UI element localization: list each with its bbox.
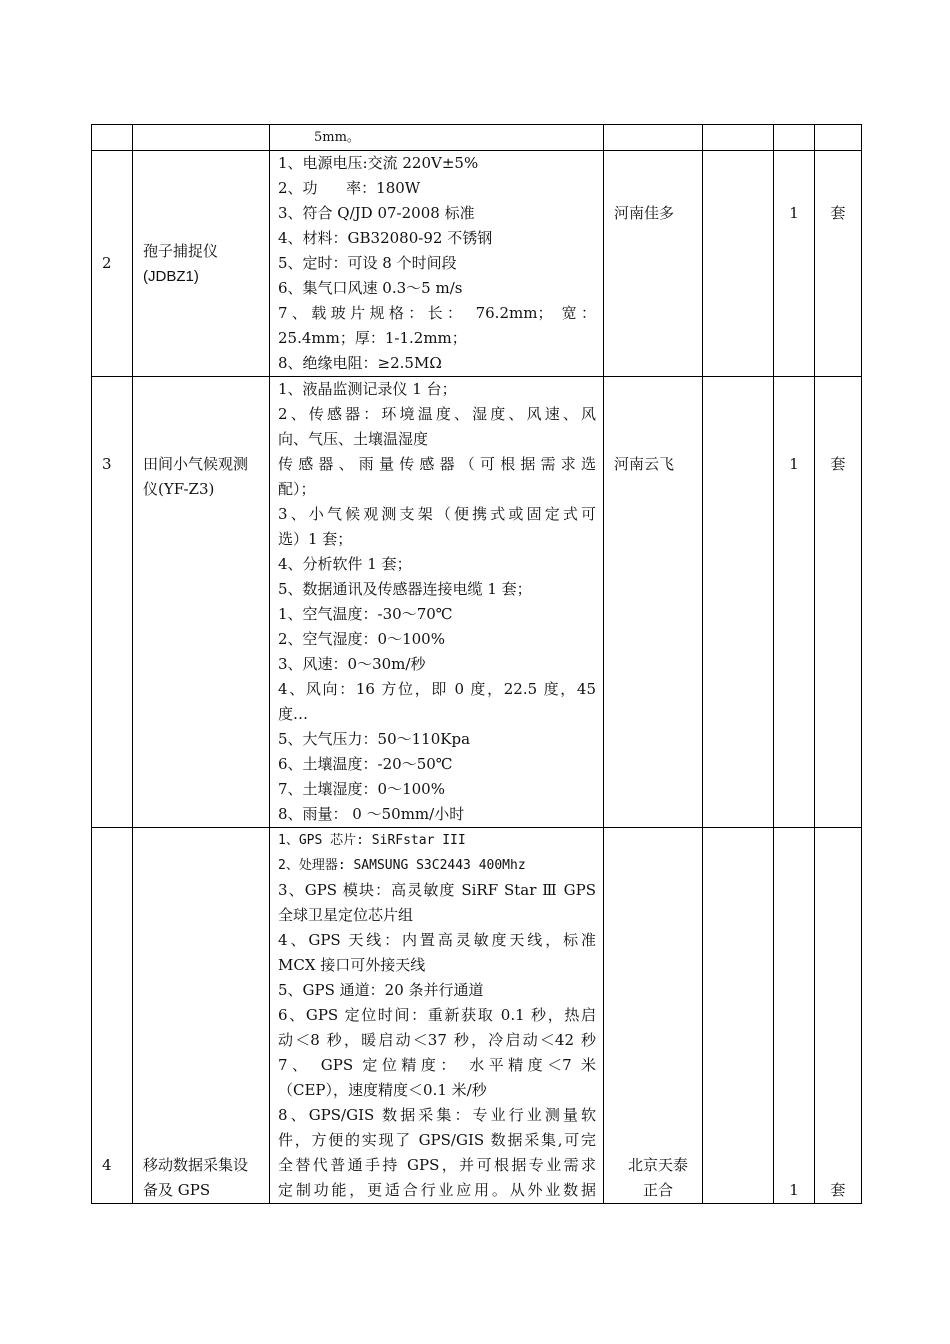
- cell-maker: [604, 125, 703, 151]
- spec-line: 5、GPS 通道：20 条并行通道: [278, 981, 484, 999]
- spec-line: 4、分析软件 1 套；: [278, 555, 412, 573]
- spec-line: 1、GPS 芯片: SiRFstar III: [278, 833, 466, 848]
- spec-line: 6、土壤温度：-20～50℃: [278, 755, 453, 773]
- spec-line: 动＜8 秒，暖启动＜37 秒，冷启动＜42 秒: [278, 1031, 596, 1049]
- spec-line: 8、GPS/GIS 数据采集：专业行业测量软: [278, 1106, 596, 1124]
- spec-line: 传感器、雨量传感器（可根据需求选: [278, 455, 596, 473]
- spec-line: 25.4mm；厚：1-1.2mm；: [278, 329, 467, 347]
- item-model: (JDBZ1): [143, 267, 199, 285]
- cell-spec: [270, 828, 604, 1204]
- spec-line: 4、GPS 天线：内置高灵敏度天线，标准: [278, 931, 596, 949]
- spec-line: 2、空气湿度：0～100%: [278, 630, 445, 648]
- cell-unit: 套: [815, 151, 862, 377]
- cell-qty: [774, 125, 815, 151]
- cell-unit: 套: [815, 377, 862, 828]
- cell-index: [92, 125, 133, 151]
- cell-index: 2: [92, 151, 133, 377]
- spec-line: 2、处理器: SAMSUNG S3C2443 400Mhz: [278, 858, 526, 873]
- spec-line: 6、集气口风速 0.3～5 m/s: [278, 279, 463, 297]
- cell-spec: [270, 151, 604, 377]
- cell-maker: [604, 828, 703, 1204]
- cell-maker: 河南佳多: [604, 151, 703, 377]
- cell-maker: 河南云飞: [604, 377, 703, 828]
- spec-line: 2、功 率：180W: [278, 179, 421, 197]
- cell-blank: [703, 377, 774, 828]
- spec-line: 8、绝缘电阻：≥2.5MΩ: [278, 354, 442, 372]
- spec-line: 1、液晶监测记录仪 1 台；: [278, 380, 457, 398]
- spec-line: MCX 接口可外接天线: [278, 956, 426, 974]
- cell-blank: [703, 125, 774, 151]
- spec-line: 向、气压、土壤温湿度: [278, 430, 429, 448]
- equipment-spec-table: [91, 124, 862, 1204]
- spec-line: 4、风向：16 方位，即 0 度，22.5 度，45: [278, 680, 596, 698]
- spec-line: 2、传感器：环境温度、湿度、风速、风: [278, 405, 596, 423]
- item-model: 仪(YF-Z3): [143, 480, 215, 498]
- spec-line: 7、载玻片规格：长： 76.2mm； 宽：: [278, 304, 596, 322]
- table-row: [92, 377, 862, 828]
- cell-blank: [703, 828, 774, 1204]
- cell-name: [133, 151, 270, 377]
- spec-line: 4、材料：GB32080-92 不锈钢: [278, 229, 493, 247]
- spec-line: 定制功能，更适合行业应用。从外业数据: [278, 1181, 596, 1199]
- spec-line: 件，方便的实现了 GPS/GIS 数据采集,可完: [278, 1131, 596, 1149]
- spec-line: （CEP），速度精度＜0.1 米/秒: [278, 1081, 487, 1099]
- maker-line: 正合: [642, 1181, 673, 1199]
- cell-unit: 套: [815, 828, 862, 1204]
- spec-line: 3、风速：0～30m/秒: [278, 655, 426, 673]
- cell-blank: [703, 151, 774, 377]
- item-model: 备及 GPS: [143, 1181, 211, 1199]
- cell-name: [133, 828, 270, 1204]
- item-name: 孢子捕捉仪: [143, 241, 219, 260]
- cell-unit: [815, 125, 862, 151]
- spec-line: 3、GPS 模块：高灵敏度 SiRF Star Ⅲ GPS: [278, 881, 596, 899]
- cell-index: 4: [92, 828, 133, 1204]
- table-row-continuation: [92, 125, 862, 151]
- spec-line: 配）；: [278, 480, 316, 498]
- maker-line: 北京天泰: [627, 1156, 688, 1174]
- spec-line: 全替代普通手持 GPS，并可根据专业需求: [278, 1156, 596, 1174]
- spec-line: 6、GPS 定位时间：重新获取 0.1 秒，热启: [278, 1006, 596, 1024]
- spec-line: 度…: [278, 705, 309, 723]
- spec-line: 8、雨量： 0 ～50mm/小时: [278, 805, 465, 823]
- spec-line: 3、符合 Q/JD 07-2008 标准: [278, 204, 475, 222]
- spec-line: 1、电源电压:交流 220V±5%: [278, 154, 479, 172]
- spec-line: 7、土壤湿度：0～100%: [278, 780, 445, 798]
- cell-index: 3: [92, 377, 133, 828]
- spec-line: 5、大气压力：50～110Kpa: [278, 730, 471, 748]
- table-row: [92, 828, 862, 1204]
- cell-qty: 1: [774, 151, 815, 377]
- spec-line: 选）1 套；: [278, 530, 353, 548]
- spec-line: 5、定时：可设 8 个时间段: [278, 254, 457, 272]
- cell-name: [133, 377, 270, 828]
- spec-line: 7、 GPS 定位精度： 水平精度＜7 米: [278, 1056, 596, 1074]
- cell-spec: [270, 377, 604, 828]
- item-name: 移动数据采集设: [143, 1156, 249, 1174]
- spec-line: 1、空气温度：-30～70℃: [278, 605, 453, 623]
- cell-name: [133, 125, 270, 151]
- table-row: [92, 151, 862, 377]
- cell-qty: 1: [774, 377, 815, 828]
- cell-qty: 1: [774, 828, 815, 1204]
- item-name: 田间小气候观测: [143, 455, 249, 473]
- spec-line: 5、数据通讯及传感器连接电缆 1 套；: [278, 580, 532, 598]
- spec-line: 3、小气候观测支架（便携式或固定式可: [278, 505, 596, 523]
- spec-line: 5mm。: [314, 130, 360, 145]
- spec-line: 全球卫星定位芯片组: [278, 906, 414, 924]
- cell-spec: [270, 125, 604, 151]
